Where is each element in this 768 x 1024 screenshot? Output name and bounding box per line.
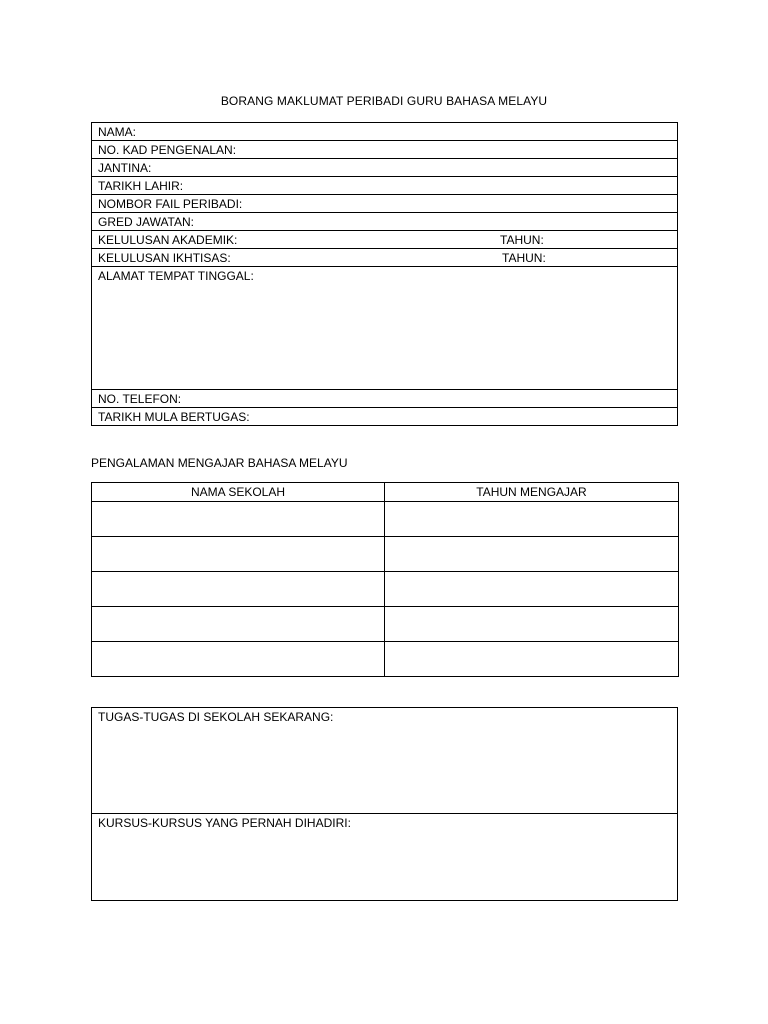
table-row bbox=[92, 572, 679, 607]
label-kelulusan-akademik: KELULUSAN AKADEMIK: bbox=[98, 233, 238, 247]
field-tarikh-lahir[interactable] bbox=[92, 177, 677, 195]
col-header-school: NAMA SEKOLAH bbox=[92, 483, 385, 502]
label-tarikh-mula: TARIKH MULA BERTUGAS: bbox=[98, 410, 250, 424]
label-gred: GRED JAWATAN: bbox=[98, 215, 194, 229]
experience-section-title: PENGALAMAN MENGAJAR BAHASA MELAYU bbox=[91, 456, 348, 470]
label-alamat: ALAMAT TEMPAT TINGGAL: bbox=[98, 269, 254, 283]
cell-years[interactable] bbox=[385, 502, 679, 537]
field-kursus[interactable] bbox=[92, 814, 677, 900]
label-telefon: NO. TELEFON: bbox=[98, 392, 182, 406]
field-nama[interactable] bbox=[92, 123, 677, 141]
experience-table bbox=[91, 482, 679, 677]
label-jantina: JANTINA: bbox=[98, 161, 152, 175]
table-row bbox=[92, 502, 679, 537]
duties-box bbox=[91, 707, 678, 901]
cell-years[interactable] bbox=[385, 537, 679, 572]
col-header-years: TAHUN MENGAJAR bbox=[385, 483, 679, 502]
cell-years[interactable] bbox=[385, 572, 679, 607]
personal-info-box bbox=[91, 122, 678, 426]
table-row bbox=[92, 642, 679, 677]
field-kelulusan-akademik[interactable] bbox=[92, 231, 677, 249]
cell-school[interactable] bbox=[92, 537, 385, 572]
experience-header-row bbox=[92, 483, 679, 502]
field-tarikh-mula[interactable] bbox=[92, 408, 677, 425]
label-nombor-fail: NOMBOR FAIL PERIBADI: bbox=[98, 197, 243, 211]
field-jantina[interactable] bbox=[92, 159, 677, 177]
field-gred[interactable] bbox=[92, 213, 677, 231]
label-kursus: KURSUS-KURSUS YANG PERNAH DIHADIRI: bbox=[98, 816, 351, 830]
field-tugas[interactable] bbox=[92, 708, 677, 814]
field-kelulusan-ikhtisas[interactable] bbox=[92, 249, 677, 267]
cell-school[interactable] bbox=[92, 607, 385, 642]
field-no-kad[interactable] bbox=[92, 141, 677, 159]
cell-years[interactable] bbox=[385, 642, 679, 677]
cell-school[interactable] bbox=[92, 642, 385, 677]
label-tahun-ikhtisas: TAHUN: bbox=[502, 251, 546, 265]
label-tarikh-lahir: TARIKH LAHIR: bbox=[98, 179, 184, 193]
label-kelulusan-ikhtisas: KELULUSAN IKHTISAS: bbox=[98, 251, 231, 265]
label-nama: NAMA: bbox=[98, 125, 137, 139]
table-row bbox=[92, 537, 679, 572]
label-no-kad: NO. KAD PENGENALAN: bbox=[98, 143, 237, 157]
label-tugas: TUGAS-TUGAS DI SEKOLAH SEKARANG: bbox=[98, 710, 334, 724]
cell-school[interactable] bbox=[92, 502, 385, 537]
table-row bbox=[92, 607, 679, 642]
form-title: BORANG MAKLUMAT PERIBADI GURU BAHASA MELAYU bbox=[220, 94, 548, 108]
label-tahun-akademik: TAHUN: bbox=[500, 233, 544, 247]
field-telefon[interactable] bbox=[92, 390, 677, 408]
cell-years[interactable] bbox=[385, 607, 679, 642]
cell-school[interactable] bbox=[92, 572, 385, 607]
field-alamat[interactable] bbox=[92, 267, 677, 390]
field-nombor-fail[interactable] bbox=[92, 195, 677, 213]
